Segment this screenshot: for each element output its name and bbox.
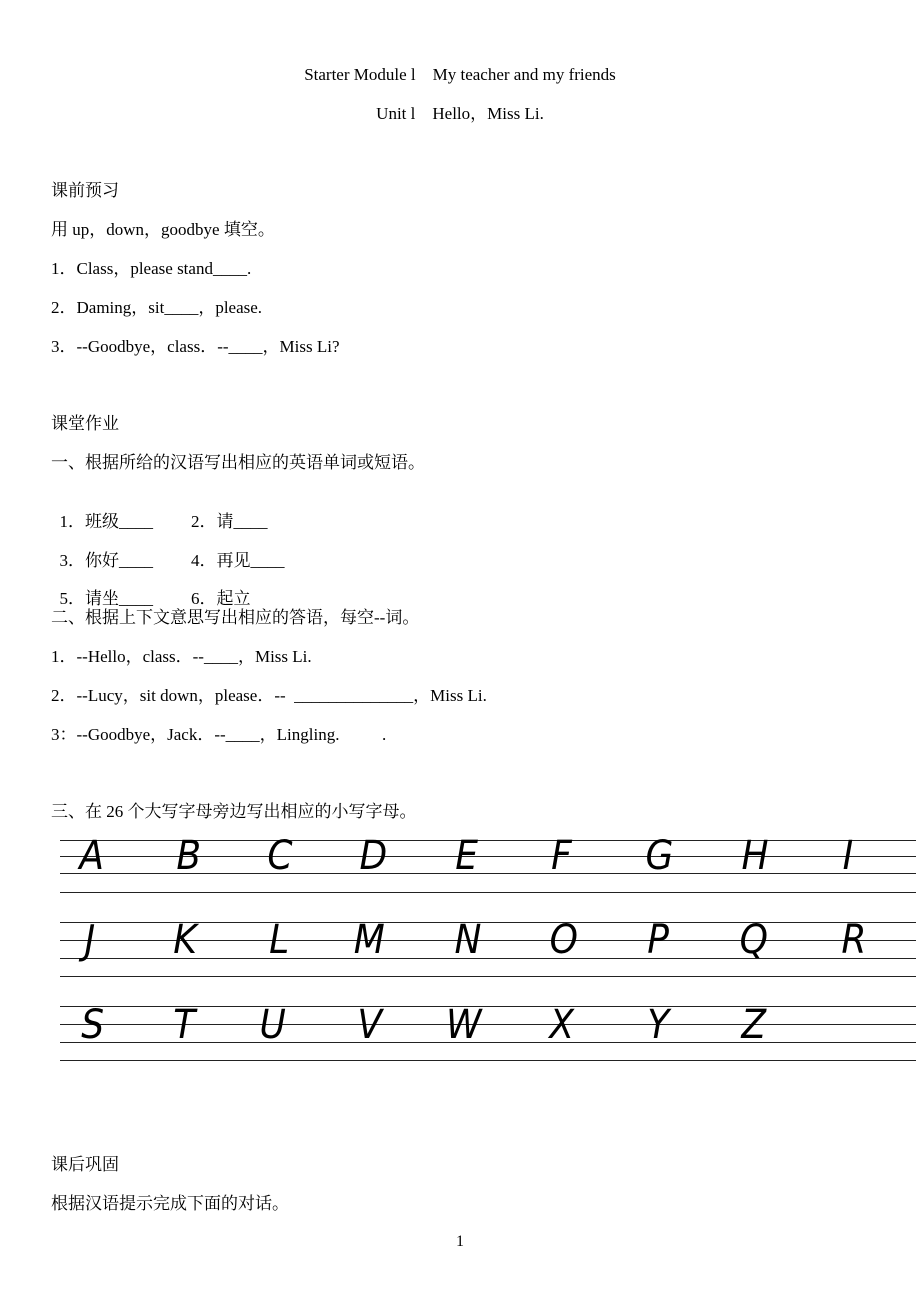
part1-instruction: 一、根据所给的汉语写出相应的英语单词或短语。 bbox=[51, 453, 425, 472]
section-heading-homework: 课后巩固 bbox=[51, 1155, 119, 1174]
uppercase-letter: N bbox=[454, 917, 482, 963]
uppercase-letter: Q bbox=[739, 917, 768, 963]
section-heading-classwork: 课堂作业 bbox=[51, 414, 119, 433]
uppercase-letter: W bbox=[445, 1002, 482, 1048]
preview-item-3: 3．--Goodbye，class．--____，Miss Li? bbox=[51, 337, 340, 356]
unit-title: Unit l Hello，Miss Li. bbox=[376, 104, 544, 123]
uppercase-letter: Y bbox=[647, 1002, 670, 1048]
uppercase-letter: H bbox=[741, 833, 769, 879]
uppercase-letter: A bbox=[79, 833, 105, 879]
part1-item: 6．起立 bbox=[191, 589, 251, 608]
uppercase-letter: D bbox=[359, 833, 388, 879]
uppercase-letter: F bbox=[551, 833, 572, 879]
handwriting-row-2 bbox=[60, 918, 920, 980]
document-title: Starter Module l My teacher and my friends bbox=[304, 65, 616, 84]
uppercase-letter: L bbox=[269, 917, 290, 963]
uppercase-letter: C bbox=[267, 833, 293, 879]
uppercase-letter: X bbox=[549, 1002, 575, 1048]
uppercase-letter: G bbox=[645, 833, 674, 879]
homework-instruction: 根据汉语提示完成下面的对话。 bbox=[51, 1194, 289, 1213]
part1-item: 4．再见____ bbox=[191, 551, 285, 570]
uppercase-letter: K bbox=[173, 917, 197, 963]
part2-item-2: 2．--Lucy，sit down，please．-- ______________，Miss Li. bbox=[51, 686, 487, 705]
guide-line bbox=[60, 1060, 916, 1061]
guide-line bbox=[60, 892, 916, 893]
uppercase-letter: U bbox=[259, 1002, 286, 1048]
uppercase-letter: B bbox=[176, 833, 202, 879]
guide-line bbox=[60, 976, 916, 977]
uppercase-letter: R bbox=[841, 917, 867, 963]
preview-instruction: 用 up，down，goodbye 填空。 bbox=[51, 220, 275, 239]
part2-item-3: 3：--Goodbye，Jack．--____，Lingling. . bbox=[51, 725, 387, 744]
uppercase-letter: S bbox=[81, 1002, 105, 1048]
uppercase-letter: Z bbox=[741, 1002, 767, 1048]
part2-item-1: 1．--Hello，class．--____，Miss Li. bbox=[51, 647, 312, 666]
uppercase-letter: M bbox=[353, 917, 385, 963]
part1-row bbox=[51, 492, 268, 532]
handwriting-row-3 bbox=[60, 1002, 920, 1064]
preview-item-1: 1．Class，please stand____. bbox=[51, 259, 252, 278]
part1-item: 5．请坐____ bbox=[59, 589, 153, 608]
uppercase-letter: P bbox=[647, 917, 669, 963]
handwriting-row-1 bbox=[60, 833, 920, 896]
part1-item: 3．你好____ bbox=[59, 551, 153, 570]
uppercase-letter: V bbox=[357, 1002, 383, 1048]
uppercase-letter: T bbox=[173, 1002, 196, 1048]
part2-instruction: 二、根据上下文意思写出相应的答语，每空--词。 bbox=[51, 608, 420, 627]
uppercase-letter: E bbox=[455, 833, 479, 879]
part1-row bbox=[51, 531, 285, 571]
part3-instruction: 三、在 26 个大写字母旁边写出相应的小写字母。 bbox=[51, 802, 417, 821]
uppercase-letter: O bbox=[549, 917, 578, 963]
part1-item: 2．请____ bbox=[191, 512, 268, 531]
page-number: 1 bbox=[456, 1233, 464, 1250]
part1-item: 1．班级____ bbox=[59, 512, 153, 531]
uppercase-letter: I bbox=[842, 833, 854, 879]
uppercase-letter: J bbox=[84, 917, 96, 963]
section-heading-preview: 课前预习 bbox=[51, 181, 119, 200]
part1-row bbox=[51, 569, 251, 609]
preview-item-2: 2．Daming，sit____，please. bbox=[51, 298, 263, 317]
